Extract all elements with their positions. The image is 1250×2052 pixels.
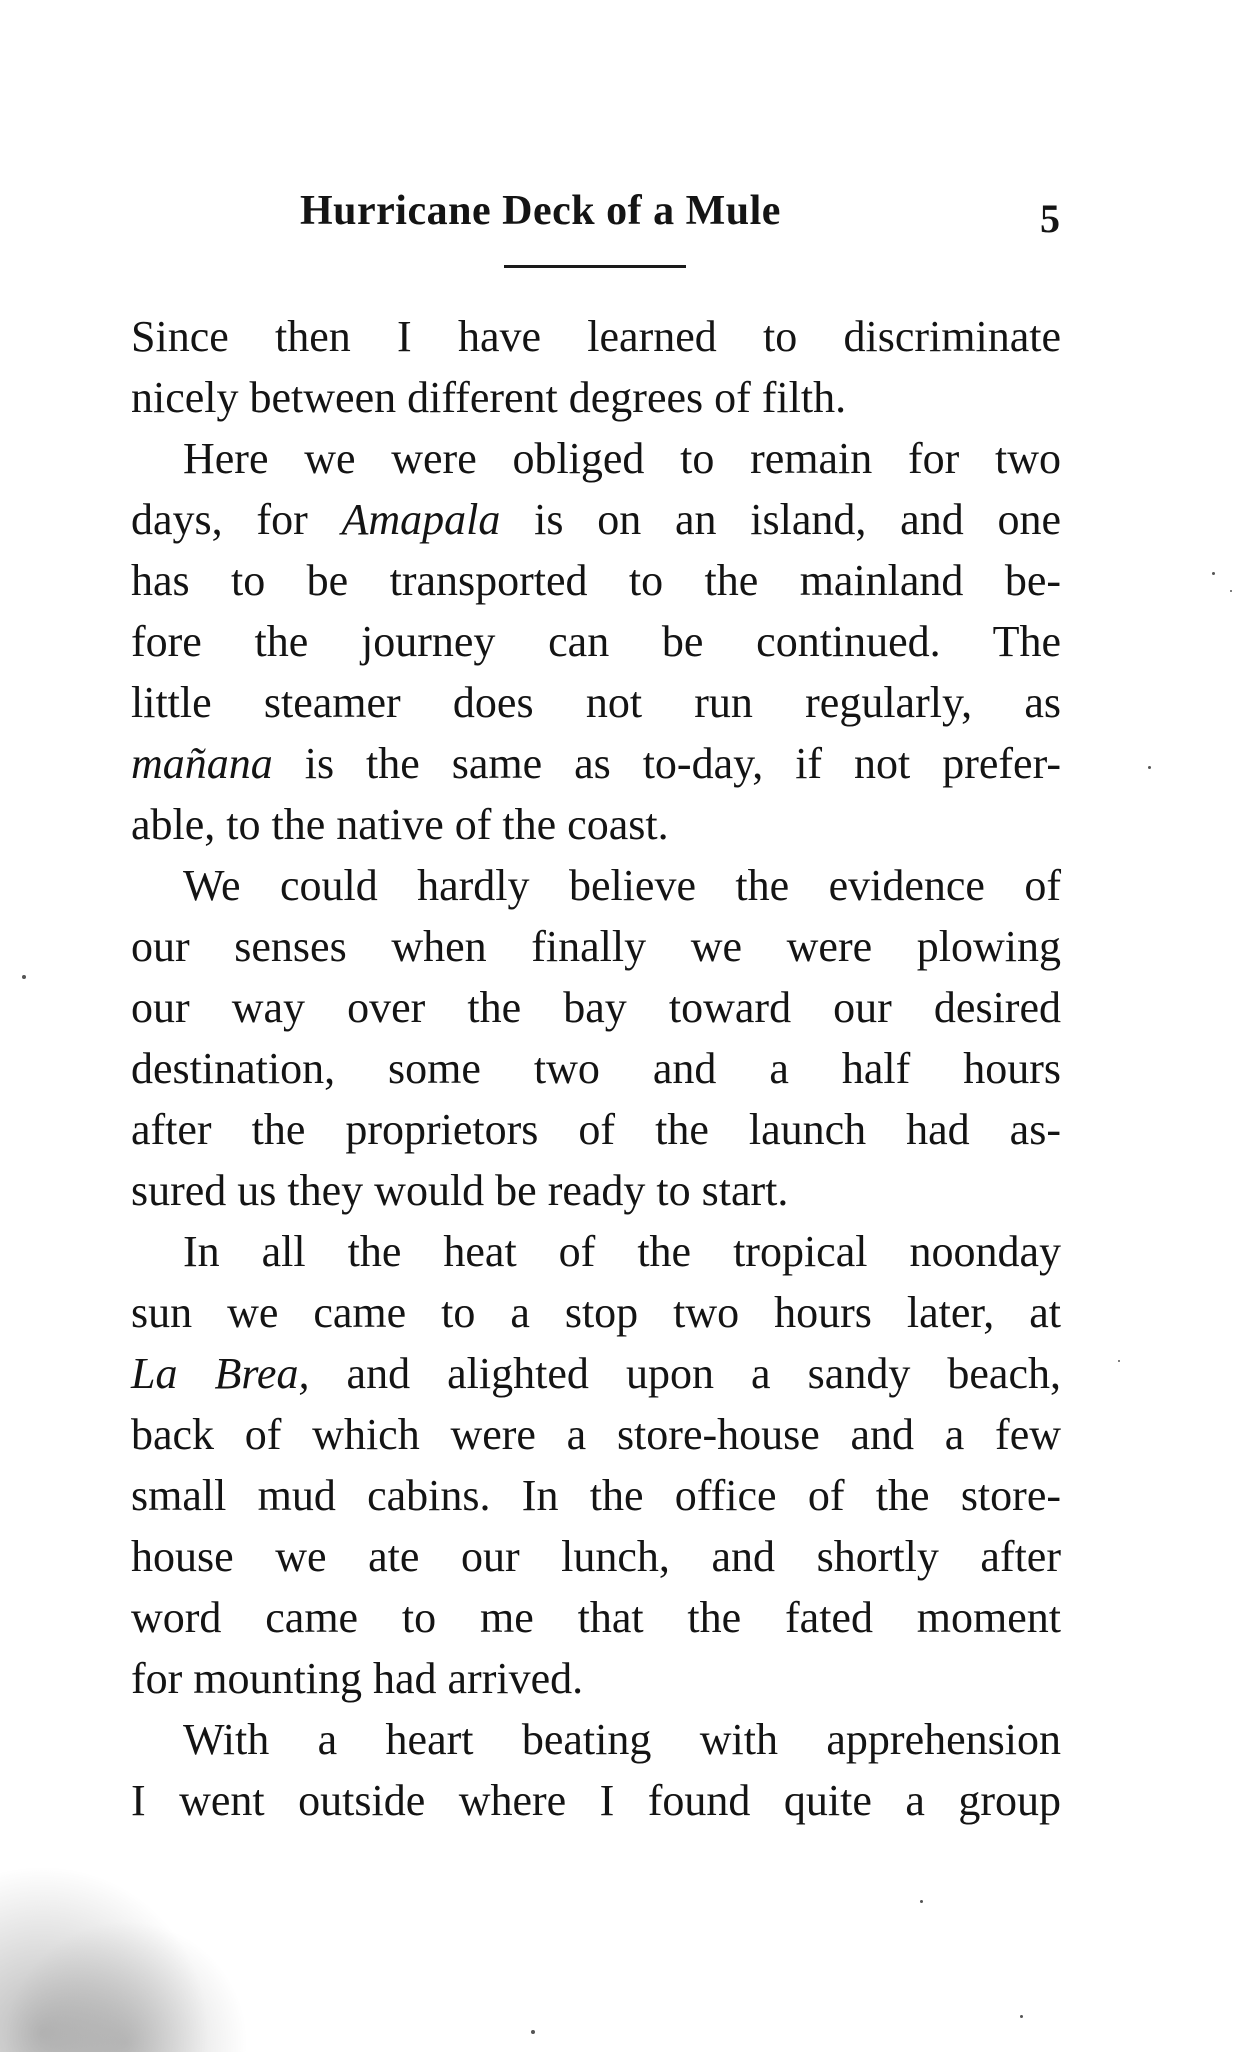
scan-speck [1230,590,1232,592]
header-rule [504,265,686,268]
text-line: has to be transported to the mainland be- [131,556,1061,605]
text-line: word came to me that the fated moment [131,1593,1061,1642]
text-line: We could hardly believe the evidence of [183,861,1061,910]
text-line: Here we were obliged to remain for two [183,434,1061,483]
text-line: La Brea, and alighted upon a sandy beach, [131,1349,1061,1398]
text-line: able, to the native of the coast. [131,800,669,849]
text-line: Since then I have learned to discriminate [131,312,1061,361]
text-line: house we ate our lunch, and shortly after [131,1532,1061,1581]
text-line: nicely between different degrees of filth. [131,373,847,422]
scan-speck [1020,2015,1023,2018]
text-line: In all the heat of the tropical noonday [183,1227,1061,1276]
text-line: after the proprietors of the launch had as- [131,1105,1061,1154]
scan-speck [1212,572,1215,575]
text-line: destination, some two and a half hours [131,1044,1061,1093]
text-line: mañana is the same as to-day, if not prefer- [131,739,1061,788]
scan-speck [1148,766,1151,769]
text-line: I went outside where I found quite a group [131,1776,1061,1825]
text-line: our senses when finally we were plowing [131,922,1061,971]
running-head-title: Hurricane Deck of a Mule [300,188,781,234]
text-line: our way over the bay toward our desired [131,983,1061,1032]
scan-speck [920,1900,923,1903]
text-line: fore the journey can be continued. The [131,617,1061,666]
scan-speck [1118,1360,1120,1362]
text-line: for mounting had arrived. [131,1654,584,1703]
text-line: little steamer does not run regularly, as [131,678,1061,727]
scan-noise [0,1860,420,2052]
text-line: days, for Amapala is on an island, and one [131,495,1061,544]
text-line: sured us they would be ready to start. [131,1166,789,1215]
text-line: sun we came to a stop two hours later, at [131,1288,1061,1337]
page-number: 5 [1040,196,1060,241]
scan-speck [531,2030,535,2034]
text-line: With a heart beating with apprehension [183,1715,1061,1764]
body-text [131,306,1061,1831]
text-line: small mud cabins. In the office of the store- [131,1471,1061,1520]
text-line: back of which were a store-house and a few [131,1410,1061,1459]
scan-speck [22,975,26,979]
